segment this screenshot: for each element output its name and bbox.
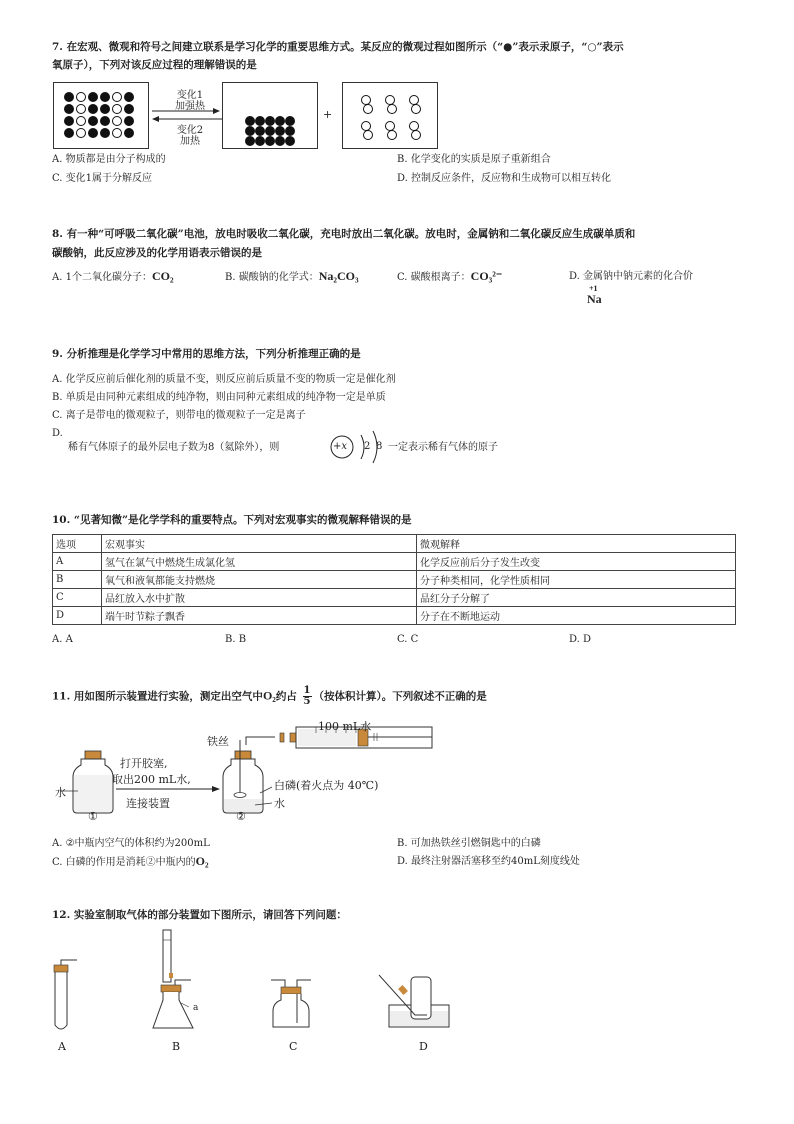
q10-table	[52, 534, 736, 625]
q8-option-c-text: C. 碳酸根离子：	[397, 272, 471, 283]
q7-arrow1-label1: 变化1	[176, 90, 204, 101]
table-cell: 分子在不断地运动	[417, 607, 736, 625]
header-cell: 宏观事实	[102, 535, 417, 553]
q7-option-d[interactable]: D. 控制反应条件，反应物和生成物可以相互转化	[397, 173, 612, 184]
oxygen-atom	[112, 116, 122, 126]
q12-label-a: A	[58, 1040, 66, 1053]
oxygen-atom	[112, 92, 122, 102]
mercury-atom	[275, 136, 285, 146]
table-cell: 氢气在氯气中燃烧生成氯化氢	[102, 553, 417, 571]
table-cell: A	[53, 553, 102, 571]
q12-label-c: C	[289, 1040, 298, 1053]
mercury-atom	[255, 126, 265, 136]
oxygen-atom	[76, 116, 86, 126]
q7-option-a[interactable]: A. 物质都是由分子构成的	[52, 154, 166, 165]
q12-label-b: B	[172, 1040, 181, 1053]
oxygen-atom	[76, 104, 86, 114]
header-cell: 微观解释	[417, 535, 736, 553]
q11-option-a[interactable]: A. ②中瓶内空气的体积约为200mL	[52, 838, 210, 849]
q7-box-reactant	[53, 82, 149, 149]
q11-label-2: ②	[236, 810, 246, 823]
q8-option-d-symbol: Na	[587, 292, 602, 306]
table-cell: 端午时节粽子飘香	[102, 607, 417, 625]
q8-option-b-formula: Na₂CO₃	[318, 269, 359, 283]
q9-atom-shell2: 8	[376, 441, 383, 452]
q8-option-a-formula: CO₂	[151, 269, 174, 283]
q8-option-c-formula: CO₃²⁻	[470, 269, 503, 283]
table-row	[53, 607, 736, 625]
table-cell: 化学反应前后分子发生改变	[417, 553, 736, 571]
q7-arrow1-label2: 加强热	[175, 101, 205, 112]
q11-option-c-formula: O₂	[195, 854, 209, 868]
q9-option-d-text2: 一定表示稀有气体的原子	[388, 442, 498, 453]
table-row	[53, 589, 736, 607]
q12-label-small-a: a	[193, 1003, 199, 1013]
mercury-atom	[255, 136, 265, 146]
mercury-atom	[100, 104, 110, 114]
q9-option-a[interactable]: A. 化学反应前后催化剂的质量不变，则反应前后质量不变的物质一定是催化剂	[52, 374, 396, 385]
q11-stem-part1: 11. 用如图所示装置进行实验，测定出空气中	[52, 690, 263, 703]
q11-fraction	[303, 686, 312, 707]
q11-label-step2: 取出200 mL水,	[112, 773, 191, 786]
mercury-atom	[265, 116, 275, 126]
mercury-atom	[285, 116, 295, 126]
q11-option-c-text: C. 白磷的作用是消耗②中瓶内的	[52, 857, 196, 868]
oxygen-atom	[112, 104, 122, 114]
mercury-atom	[100, 92, 110, 102]
q9-atom-shell1: 2	[364, 441, 371, 452]
q11-option-b[interactable]: B. 可加热铁丝引燃铜匙中的白磷	[397, 838, 541, 849]
q11-label-100ml: 100 mL水	[318, 720, 372, 733]
q11-apparatus-diagram	[50, 715, 450, 825]
mercury-atom	[245, 136, 255, 146]
mercury-atom	[255, 116, 265, 126]
q8-option-b[interactable]	[225, 269, 359, 285]
q11-stem-part2: 约占	[275, 690, 297, 703]
q7-stem-line1: 7. 在宏观、微观和符号之间建立联系是学习化学的重要思维方式。某反应的微观过程如图所示（“●”表示汞原子，“○”表示	[52, 41, 624, 53]
table-cell: C	[53, 589, 102, 607]
q11-label-step1: 打开胶塞,	[120, 757, 168, 770]
table-row	[53, 553, 736, 571]
q12-apparatus-diagram	[45, 925, 475, 1040]
q9-option-d-text1: 稀有气体原子的最外层电子数为8（氦除外），则	[68, 442, 280, 453]
q11-stem	[52, 686, 772, 707]
q10-stem: 10. “见著知微”是化学学科的重要特点。下列对宏观事实的微观解释错误的是	[52, 514, 412, 526]
table-cell: 品红放入水中扩散	[102, 589, 417, 607]
oxygen-atom	[76, 92, 86, 102]
table-cell: 氧气和液氧都能支持燃烧	[102, 571, 417, 589]
q8-option-c[interactable]	[397, 269, 502, 285]
q7-arrow2-label2: 加热	[180, 136, 200, 147]
q9-option-c[interactable]: C. 离子是带电的微观粒子，则带电的微观粒子一定是离子	[52, 410, 306, 421]
mercury-atom	[265, 136, 275, 146]
mercury-atom	[64, 116, 74, 126]
mercury-atom	[64, 104, 74, 114]
oxygen-atom	[387, 130, 397, 140]
q7-arrow2-label1: 变化2	[176, 125, 204, 136]
mercury-atom	[275, 116, 285, 126]
oxygen-atom	[76, 128, 86, 138]
q7-option-c[interactable]: C. 变化1属于分解反应	[52, 173, 153, 184]
table-cell: D	[53, 607, 102, 625]
q8-stem-line1: 8. 有一种“可呼吸二氧化碳”电池，放电时吸收二氧化碳，充电时放出二氧化碳。放电时，金属钠和二氧化碳反应生成碳单质和	[52, 228, 636, 240]
q9-atom-nucleus: +x	[333, 441, 348, 452]
mercury-atom	[285, 126, 295, 136]
oxygen-atom	[411, 104, 421, 114]
q7-plus: +	[323, 108, 333, 121]
q10-option-d[interactable]: D. D	[569, 634, 592, 645]
q11-fraction-num: 1	[303, 685, 311, 696]
mercury-atom	[265, 126, 275, 136]
q8-stem-line2: 碳酸钠，此反应涉及的化学用语表示错误的是	[52, 247, 262, 259]
q7-box-oxygen	[342, 82, 438, 149]
q11-label-iron: 铁丝	[207, 735, 229, 748]
q11-option-c[interactable]	[52, 854, 209, 870]
q7-box-mercury	[222, 82, 318, 149]
oxygen-atom	[411, 130, 421, 140]
q10-option-a[interactable]: A. A	[52, 634, 73, 645]
q8-option-d-valence: +1	[589, 284, 598, 293]
table-cell: 品红分子分解了	[417, 589, 736, 607]
mercury-atom	[124, 128, 134, 138]
q11-label-1: ①	[88, 810, 98, 823]
mercury-atom	[124, 92, 134, 102]
table-cell: B	[53, 571, 102, 589]
q11-label-water-left: 水	[55, 786, 66, 799]
mercury-atom	[100, 116, 110, 126]
mercury-atom	[64, 92, 74, 102]
mercury-atom	[124, 116, 134, 126]
table-header-row	[53, 535, 736, 553]
mercury-atom	[88, 92, 98, 102]
q11-stem-formula: O₂	[262, 688, 276, 703]
mercury-atom	[88, 104, 98, 114]
q11-stem-part3: （按体积计算）。下列叙述不正确的是	[313, 690, 487, 703]
q11-label-phosphorus: 白磷(着火点为 40℃)	[274, 779, 379, 792]
oxygen-atom	[112, 128, 122, 138]
q8-option-a[interactable]	[52, 269, 174, 285]
mercury-atom	[124, 104, 134, 114]
q10-option-c[interactable]: C. C	[397, 634, 419, 645]
header-cell: 选项	[53, 535, 102, 553]
q10-option-b[interactable]: B. B	[225, 634, 247, 645]
q11-label-step3: 连接装置	[126, 797, 170, 810]
q8-option-b-text: B. 碳酸钠的化学式：	[225, 272, 319, 283]
q12-stem: 12. 实验室制取气体的部分装置如下图所示，请回答下列问题：	[52, 909, 347, 921]
q11-option-d[interactable]: D. 最终注射器活塞移至约40mL刻度线处	[397, 856, 580, 867]
q8-option-a-text: A. 1个二氧化碳分子：	[52, 272, 152, 283]
table-cell: 分子种类相同，化学性质相同	[417, 571, 736, 589]
table-row	[53, 571, 736, 589]
oxygen-atom	[363, 130, 373, 140]
q9-stem: 9. 分析推理是化学学习中常用的思维方法，下列分析推理正确的是	[52, 348, 361, 360]
q8-option-d[interactable]: D. 金属钠中钠元素的化合价	[569, 271, 694, 282]
mercury-atom	[245, 126, 255, 136]
mercury-atom	[88, 116, 98, 126]
oxygen-atom	[363, 104, 373, 114]
mercury-atom	[64, 128, 74, 138]
mercury-atom	[88, 128, 98, 138]
q11-fraction-den: 5	[303, 696, 311, 707]
mercury-atom	[275, 126, 285, 136]
oxygen-atom	[387, 104, 397, 114]
q9-option-d-label[interactable]: D.	[52, 428, 63, 439]
mercury-atom	[285, 136, 295, 146]
q12-label-d: D	[419, 1040, 428, 1053]
q7-stem-line2: 氧原子），下列对该反应过程的理解错误的是	[52, 59, 257, 71]
q9-option-b[interactable]: B. 单质是由同种元素组成的纯净物，则由同种元素组成的纯净物一定是单质	[52, 392, 386, 403]
mercury-atom	[100, 128, 110, 138]
mercury-atom	[245, 116, 255, 126]
q11-label-water-right: 水	[274, 797, 285, 810]
q7-option-b[interactable]: B. 化学变化的实质是原子重新组合	[397, 154, 551, 165]
